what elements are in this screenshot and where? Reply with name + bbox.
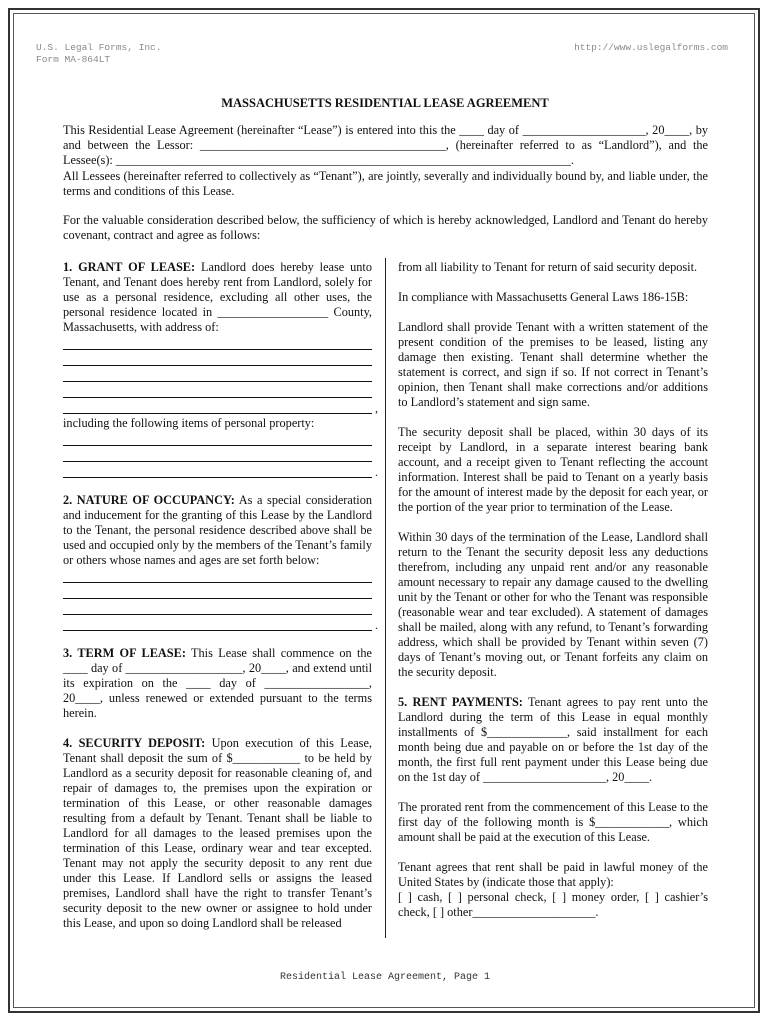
- occupant-line[interactable]: .: [63, 616, 372, 631]
- condition-statement-text: Landlord shall provide Tenant with a written statement of the present condition of the premises to be leased, listing any damage then existing. Tenant shall determine whether the statement is correct, and sign if so. If not correct in Tenant’s opinion, then Tenant shall make corrections and/or additions to Landlord’s statement and sign same.: [398, 320, 708, 409]
- address-line[interactable]: ,: [63, 399, 372, 414]
- intro-lessees: All Lessees (hereinafter referred to collectively as “Tenant”), are jointly, severally and individually bound by, and liable under, the terms and conditions of this Lease.: [63, 169, 708, 198]
- occupant-line[interactable]: [63, 600, 372, 615]
- section-heading: 3. TERM OF LEASE:: [63, 646, 186, 660]
- personal-property-label: including the following items of personal property:: [63, 416, 315, 430]
- section-heading: 1. GRANT OF LEASE:: [63, 260, 196, 274]
- section-text: Landlord does hereby lease unto Tenant, and Tenant does hereby rent from Landlord, solely for use as a personal residence, excluding all other uses, the personal residence located in __________________ County, Massachusetts, with address of:: [63, 260, 372, 334]
- company-name: U.S. Legal Forms, Inc.: [36, 42, 162, 53]
- property-line[interactable]: .: [63, 463, 372, 478]
- section-text: As a special consideration and inducement for the granting of this Lease by the Landlord to the Tenant, the personal residence described above shall be used and occupied only by the members of the Tenant’s family or others whose names and ages are set forth below:: [63, 493, 372, 567]
- deposit-interest-text: The security deposit shall be placed, within 30 days of its receipt by Landlord, in a separate interest bearing bank account, and a receipt given to Tenant reflecting the account information. Interest shall be paid to Tenant on a yearly basis for the amount of interest made by the deposit for each year, or the portion of the year prior to termination of the Lease.: [398, 425, 708, 514]
- address-line[interactable]: [63, 351, 372, 366]
- section-text: Tenant agrees to pay rent unto the Landlord during the term of this Lease in equal monthly installments of $_____________, said installment for each month being due and payable on or before the 1st day of the month, the first full rent payment under this Lease being due on the 1st day of ____________________, 20____.: [398, 695, 708, 784]
- address-blanks: [63, 335, 378, 415]
- header-url: http://www.uslegalforms.com: [574, 42, 728, 53]
- address-line[interactable]: [63, 335, 372, 350]
- property-line[interactable]: [63, 431, 372, 446]
- document-title: MASSACHUSETTS RESIDENTIAL LEASE AGREEMENT: [221, 96, 549, 110]
- header-left: [36, 42, 161, 66]
- section-nature-of-occupancy: [63, 493, 372, 568]
- deposit-release-text: from all liability to Tenant for return of said security deposit.: [398, 260, 698, 274]
- payment-method-text: Tenant agrees that rent shall be paid in lawful money of the United States by (indicate those that apply):: [398, 860, 708, 889]
- section-heading: 5. RENT PAYMENTS:: [398, 695, 523, 709]
- ma-law-reference: In compliance with Massachusetts General Laws 186-15B:: [398, 290, 689, 304]
- address-line[interactable]: [63, 383, 372, 398]
- section-heading: 4. SECURITY DEPOSIT:: [63, 736, 206, 750]
- address-line[interactable]: [63, 367, 372, 382]
- intro-parties: This Residential Lease Agreement (hereinafter “Lease”) is entered into this the ____ day of ____________________, 20____, by and between the Lessor: ________________________________________, (hereinafter referred to as “Landlord”), and the Lessee(s): __________________________________________________________________________.: [63, 123, 708, 167]
- left-column: [63, 260, 378, 946]
- column-divider: [385, 258, 386, 938]
- deposit-return-text: Within 30 days of the termination of the Lease, Landlord shall return to the Tenant the security deposit less any deductions therefrom, including any unpaid rent and/or any reasonable amount necessary to repair any damage caused to the dwelling unit by the Tenant or other for who the Tenant was responsible (reasonable wear and tear excluded). A statement of damages shall be mailed, along with any refund, to Tenant’s forwarding address, which shall be provided by Tenant within seven (7) days of Tenant’s moving out, or Tenant forfeits any claim on the security deposit.: [398, 530, 708, 679]
- occupant-line[interactable]: [63, 568, 372, 583]
- section-text: This Lease shall commence on the ____ day of ___________________, 20____, and extend until its expiration on the ____ day of _________________, 20____, unless renewed or extended pursuant to the terms herein.: [63, 646, 373, 720]
- section-grant-of-lease: [63, 260, 372, 335]
- occupant-line[interactable]: [63, 584, 372, 599]
- section-heading: 2. NATURE OF OCCUPANCY:: [63, 493, 235, 507]
- occupant-blanks: [63, 568, 378, 632]
- section-rent-payments: [398, 695, 708, 785]
- property-line[interactable]: [63, 447, 372, 462]
- page-footer: Residential Lease Agreement, Page 1: [279, 972, 491, 983]
- section-security-deposit: [63, 736, 372, 931]
- section-text: Upon execution of this Lease, Tenant shall deposit the sum of $___________ to be held by Landlord as a security deposit for reasonable cleaning of, and repair of damages to, the premises upon the expiration or termination of this Lease, or other reasonable damages resulting from a default by Tenant. Tenant shall be liable to Landlord for all damages to the leased premises upon the termination of this Lease, ordinary wear and tear excepted. Tenant may not apply the security deposit to any rent due under this Lease. If Landlord sells or assigns the leased premises, Landlord shall have the right to transfer Tenant’s security deposit to the new owner or assignee to hold under this Lease, and upon so doing Landlord shall be released: [63, 736, 372, 930]
- prorated-rent-text: The prorated rent from the commencement of this Lease to the first day of the following month is $____________, which amount shall be paid at the execution of this Lease.: [398, 800, 708, 844]
- right-column: [398, 260, 708, 935]
- property-blanks: [63, 431, 378, 479]
- intro-consideration: For the valuable consideration described below, the sufficiency of which is hereby acknowledged, Landlord and Tenant do hereby covenant, contract and agree as follows:: [63, 213, 708, 242]
- section-term-of-lease: [63, 646, 372, 721]
- form-id: Form MA-864LT: [36, 54, 111, 65]
- payment-method-options[interactable]: [ ] cash, [ ] personal check, [ ] money order, [ ] cashier’s check, [ ] other____________________.: [398, 890, 708, 919]
